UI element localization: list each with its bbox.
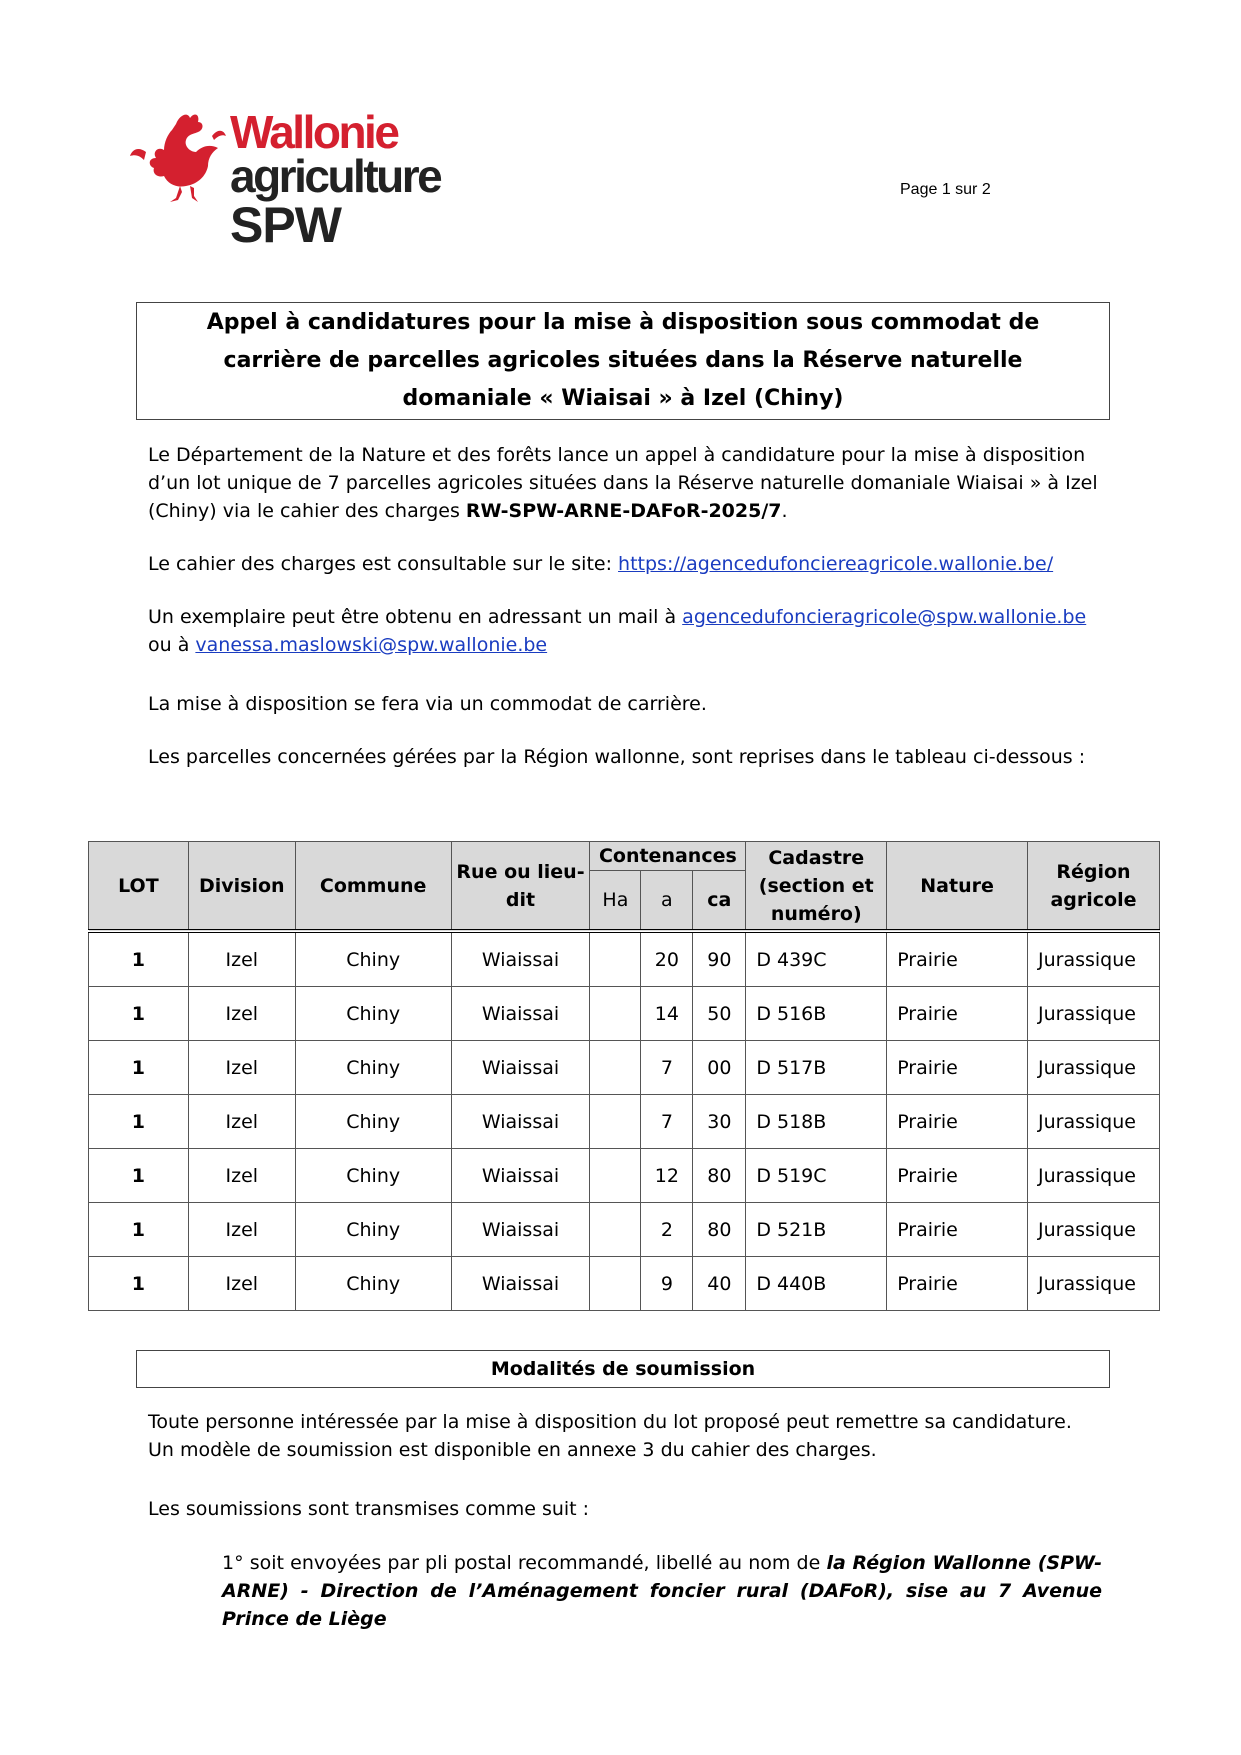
cell-commune: Chiny bbox=[295, 1149, 451, 1203]
cell-rue: Wiaissai bbox=[451, 1257, 590, 1311]
submission-item-1-address: la Région Wallonne (SPW-ARNE) - Direction de l’Aménagement foncier rural (DAFoR), sise au 7 Avenue Prince de Liège bbox=[222, 1552, 1102, 1630]
cell-ca: 30 bbox=[693, 1095, 746, 1149]
cell-ha bbox=[590, 1095, 641, 1149]
cell-a: 7 bbox=[641, 1041, 693, 1095]
table-row bbox=[89, 1203, 1160, 1257]
col-header-a: a bbox=[641, 871, 693, 932]
cell-region: Jurassique bbox=[1027, 931, 1159, 987]
cell-division: Izel bbox=[188, 1149, 295, 1203]
cell-ha bbox=[590, 1257, 641, 1311]
cell-ca: 40 bbox=[693, 1257, 746, 1311]
cell-a: 14 bbox=[641, 987, 693, 1041]
cell-cadastre: D 521B bbox=[746, 1203, 887, 1257]
email-link-vanessa[interactable]: vanessa.maslowski@spw.wallonie.be bbox=[195, 634, 548, 656]
col-header-division: Division bbox=[188, 842, 295, 932]
logo-wallonie: Wallonie bbox=[230, 106, 398, 158]
intro-paragraph-3 bbox=[148, 603, 1103, 659]
col-header-contenances: Contenances bbox=[590, 842, 746, 871]
cell-division: Izel bbox=[188, 1257, 295, 1311]
col-header-region: Région agricole bbox=[1027, 842, 1159, 932]
cell-division: Izel bbox=[188, 987, 295, 1041]
intro-paragraph-1 bbox=[148, 441, 1103, 525]
cell-cadastre: D 440B bbox=[746, 1257, 887, 1311]
cell-nature: Prairie bbox=[887, 1041, 1028, 1095]
modalites-title: Modalités de soumission bbox=[136, 1350, 1110, 1388]
table-row bbox=[89, 1149, 1160, 1203]
col-header-ca: ca bbox=[693, 871, 746, 932]
cell-region: Jurassique bbox=[1027, 987, 1159, 1041]
modalites-paragraph-1: Toute personne intéressée par la mise à disposition du lot proposé peut remettre sa candidature. Un modèle de soumission est disponible en annexe 3 du cahier des charges. bbox=[148, 1411, 1072, 1461]
cell-lot: 1 bbox=[89, 931, 189, 987]
cell-ha bbox=[590, 1203, 641, 1257]
cell-division: Izel bbox=[188, 931, 295, 987]
cell-nature: Prairie bbox=[887, 1203, 1028, 1257]
cell-lot: 1 bbox=[89, 1203, 189, 1257]
table-row bbox=[89, 1257, 1160, 1311]
cell-commune: Chiny bbox=[295, 1257, 451, 1311]
cell-cadastre: D 517B bbox=[746, 1041, 887, 1095]
col-header-lot: LOT bbox=[89, 842, 189, 932]
intro-paragraph-5: Les parcelles concernées gérées par la Région wallonne, sont reprises dans le tableau ci-dessous : bbox=[148, 746, 1086, 768]
modalites-paragraph-2: Les soumissions sont transmises comme suit : bbox=[148, 1498, 590, 1520]
parcels-table bbox=[88, 841, 1160, 1311]
cell-lot: 1 bbox=[89, 987, 189, 1041]
logo-spw: SPW bbox=[230, 197, 341, 253]
website-link[interactable]: https://agencedufonciereagricole.wallonie.be/ bbox=[618, 553, 1054, 575]
cell-nature: Prairie bbox=[887, 931, 1028, 987]
cell-ca: 80 bbox=[693, 1149, 746, 1203]
cell-region: Jurassique bbox=[1027, 1257, 1159, 1311]
table-row bbox=[89, 1095, 1160, 1149]
document-title: Appel à candidatures pour la mise à disposition sous commodat de carrière de parcelles agricoles situées dans la Réserve naturelle domaniale « Wiaisai » à Izel (Chiny) bbox=[136, 302, 1110, 420]
table-row bbox=[89, 987, 1160, 1041]
cell-commune: Chiny bbox=[295, 931, 451, 987]
cell-rue: Wiaissai bbox=[451, 1095, 590, 1149]
intro-p1-end: . bbox=[781, 500, 788, 522]
intro-paragraph-4: La mise à disposition se fera via un commodat de carrière. bbox=[148, 693, 707, 715]
wallonie-agriculture-logo bbox=[128, 104, 498, 264]
cell-lot: 1 bbox=[89, 1257, 189, 1311]
cell-ha bbox=[590, 931, 641, 987]
cell-ca: 90 bbox=[693, 931, 746, 987]
cell-ca: 80 bbox=[693, 1203, 746, 1257]
col-header-nature: Nature bbox=[887, 842, 1028, 932]
cell-rue: Wiaissai bbox=[451, 987, 590, 1041]
cell-nature: Prairie bbox=[887, 1257, 1028, 1311]
cell-a: 9 bbox=[641, 1257, 693, 1311]
intro-p1-text: Le Département de la Nature et des forêts lance un appel à candidature pour la mise à disposition d’un lot unique de 7 parcelles agricoles situées dans la Réserve naturelle domaniale Wiaisai » à Izel (Chiny) via le cahier des charges bbox=[148, 444, 1098, 522]
cell-rue: Wiaissai bbox=[451, 1149, 590, 1203]
specification-reference: RW-SPW-ARNE-DAFoR-2025/7 bbox=[465, 500, 782, 522]
cell-ha bbox=[590, 987, 641, 1041]
cell-ha bbox=[590, 1041, 641, 1095]
cell-lot: 1 bbox=[89, 1149, 189, 1203]
intro-p3-mid: ou à bbox=[148, 634, 196, 656]
col-header-ha: Ha bbox=[590, 871, 641, 932]
table-row bbox=[89, 1041, 1160, 1095]
cell-region: Jurassique bbox=[1027, 1041, 1159, 1095]
cell-nature: Prairie bbox=[887, 987, 1028, 1041]
cell-region: Jurassique bbox=[1027, 1203, 1159, 1257]
cell-ca: 00 bbox=[693, 1041, 746, 1095]
intro-p2-text: Le cahier des charges est consultable sur le site: bbox=[148, 553, 619, 575]
submission-item-1 bbox=[222, 1549, 1102, 1633]
cell-commune: Chiny bbox=[295, 1095, 451, 1149]
cell-cadastre: D 439C bbox=[746, 931, 887, 987]
cell-lot: 1 bbox=[89, 1095, 189, 1149]
cell-a: 7 bbox=[641, 1095, 693, 1149]
cell-commune: Chiny bbox=[295, 1041, 451, 1095]
cell-division: Izel bbox=[188, 1041, 295, 1095]
submission-item-1-text: 1° soit envoyées par pli postal recommandé, libellé au nom de bbox=[222, 1552, 827, 1574]
cell-lot: 1 bbox=[89, 1041, 189, 1095]
cell-commune: Chiny bbox=[295, 987, 451, 1041]
intro-p3-text: Un exemplaire peut être obtenu en adressant un mail à bbox=[148, 606, 683, 628]
cell-commune: Chiny bbox=[295, 1203, 451, 1257]
cell-a: 12 bbox=[641, 1149, 693, 1203]
cell-rue: Wiaissai bbox=[451, 1203, 590, 1257]
cell-nature: Prairie bbox=[887, 1149, 1028, 1203]
logo-agriculture: agriculture bbox=[230, 150, 441, 202]
col-header-cadastre: Cadastre (section et numéro) bbox=[746, 842, 887, 932]
rooster-icon bbox=[128, 106, 228, 206]
table-row bbox=[89, 931, 1160, 987]
cell-region: Jurassique bbox=[1027, 1149, 1159, 1203]
intro-paragraph-2 bbox=[148, 550, 1103, 578]
cell-a: 2 bbox=[641, 1203, 693, 1257]
cell-region: Jurassique bbox=[1027, 1095, 1159, 1149]
cell-ha bbox=[590, 1149, 641, 1203]
page-number: Page 1 sur 2 bbox=[900, 181, 991, 198]
cell-rue: Wiaissai bbox=[451, 931, 590, 987]
cell-ca: 50 bbox=[693, 987, 746, 1041]
cell-cadastre: D 516B bbox=[746, 987, 887, 1041]
cell-a: 20 bbox=[641, 931, 693, 987]
col-header-rue: Rue ou lieu-dit bbox=[451, 842, 590, 932]
email-link-agence[interactable]: agencedufoncieragricole@spw.wallonie.be bbox=[682, 606, 1087, 628]
cell-division: Izel bbox=[188, 1095, 295, 1149]
cell-cadastre: D 519C bbox=[746, 1149, 887, 1203]
cell-nature: Prairie bbox=[887, 1095, 1028, 1149]
cell-cadastre: D 518B bbox=[746, 1095, 887, 1149]
cell-division: Izel bbox=[188, 1203, 295, 1257]
col-header-commune: Commune bbox=[295, 842, 451, 932]
cell-rue: Wiaissai bbox=[451, 1041, 590, 1095]
